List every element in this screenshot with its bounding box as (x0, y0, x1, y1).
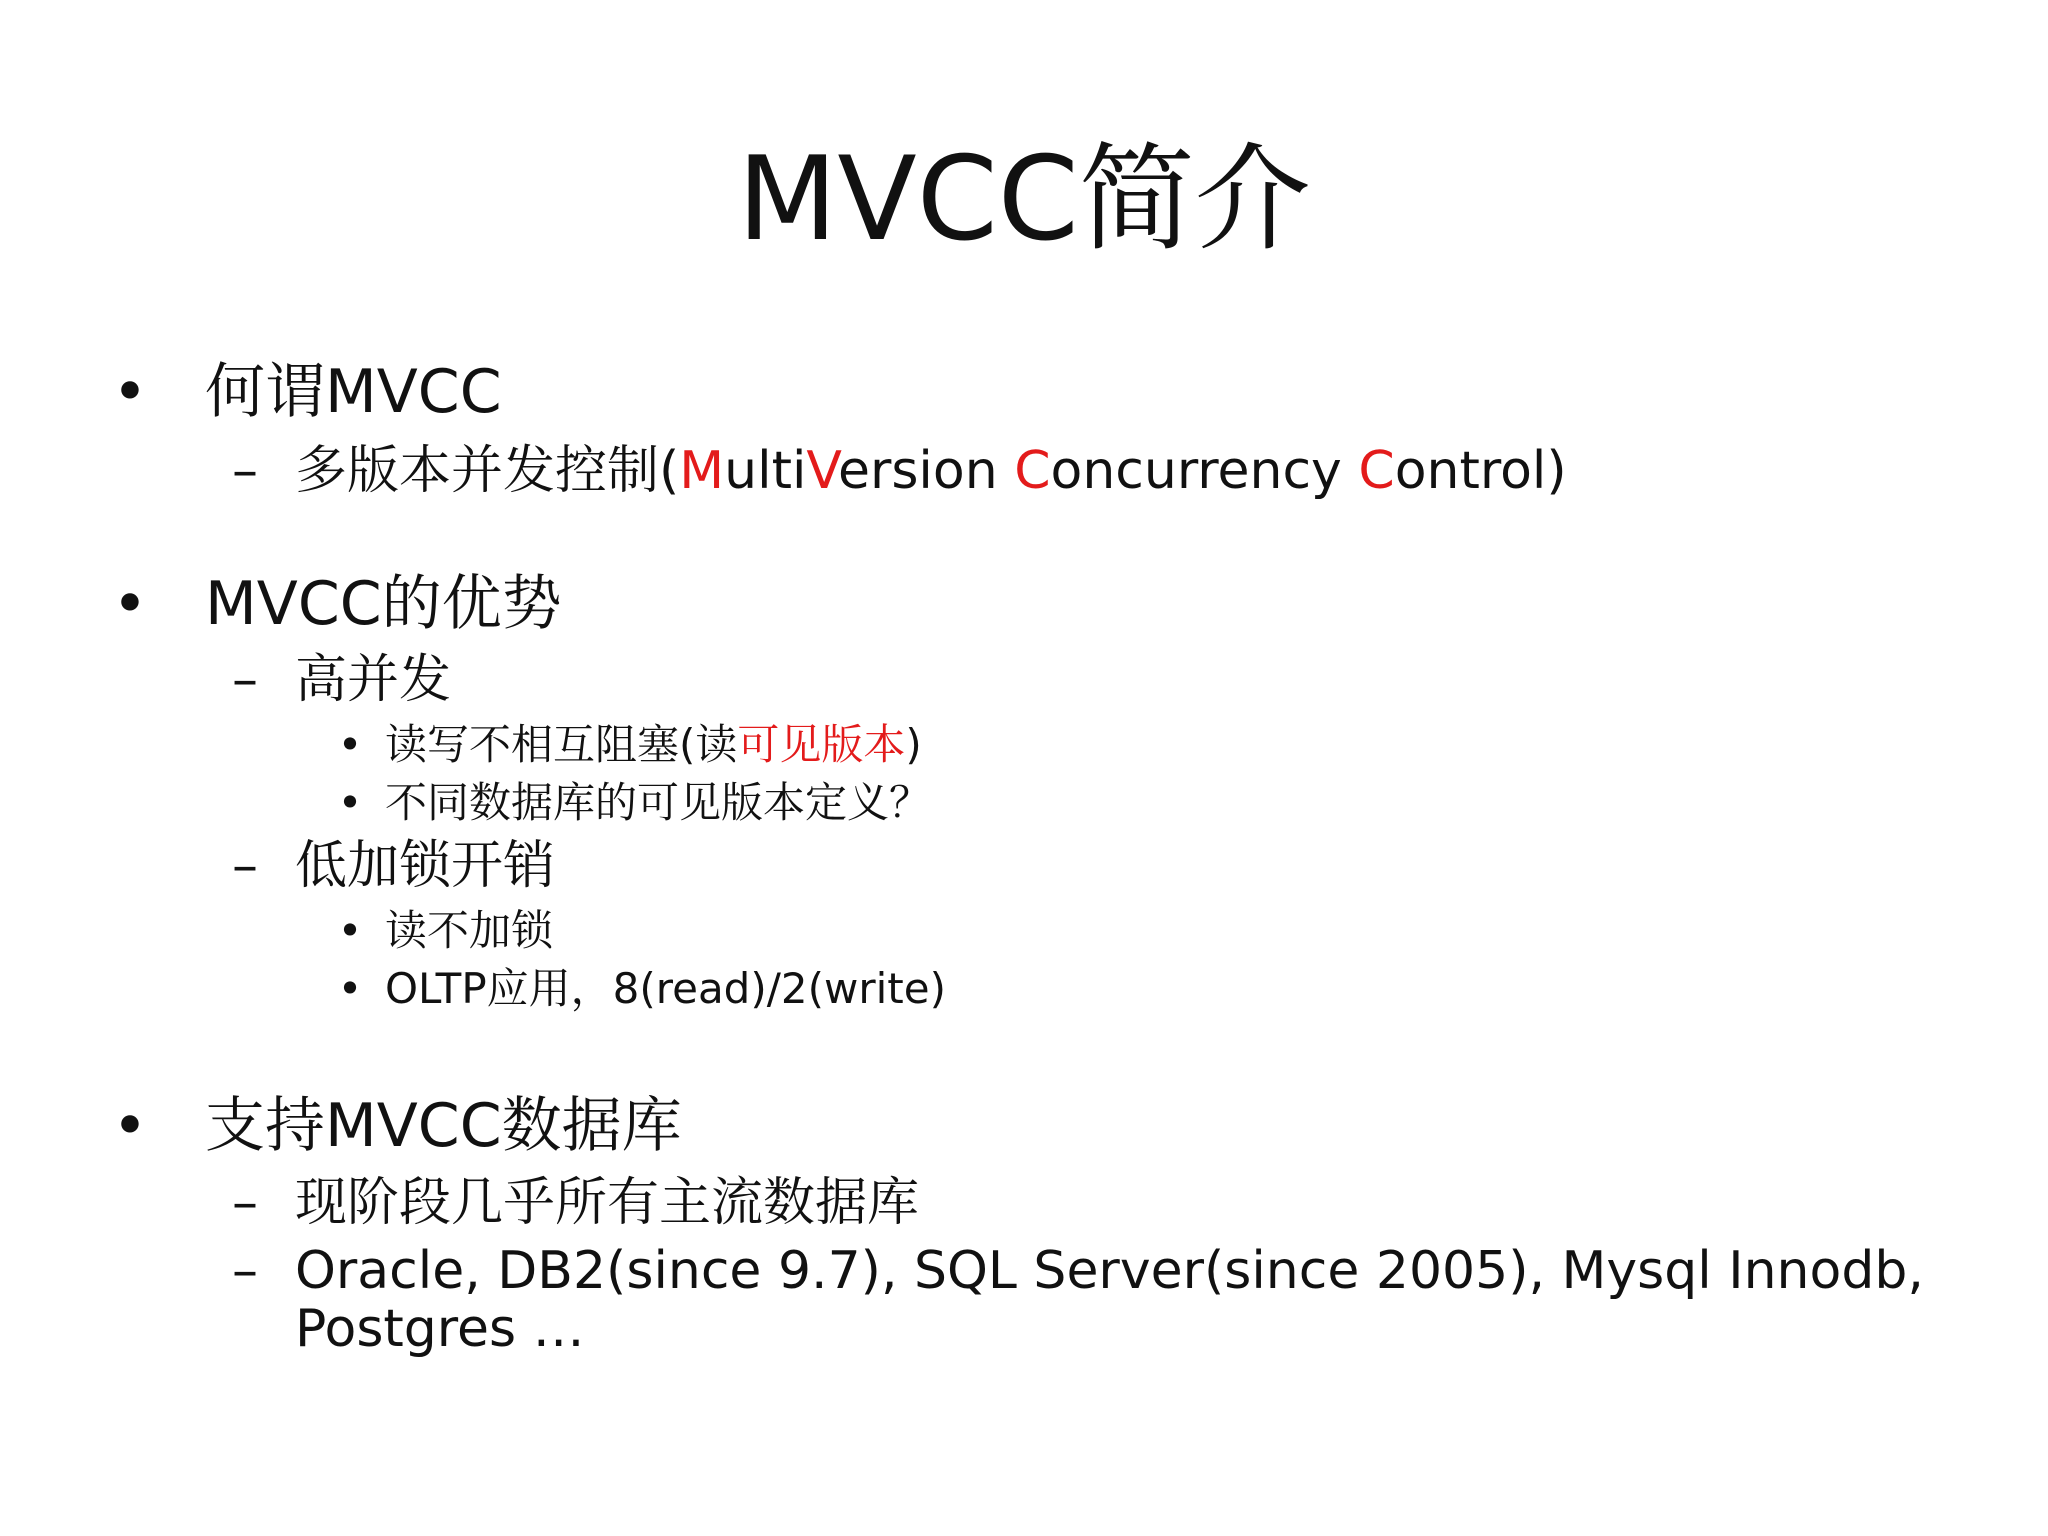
bullet-dot: • (337, 720, 363, 769)
definition-prefix: 多版本并发控制( (295, 441, 680, 501)
dash-marker: – (232, 1241, 258, 1301)
database-list-line1: Oracle, DB2(since 9.7), SQL Server(since 2005), Mysql Innodb, (295, 1241, 1924, 1301)
bullet-text: MVCC的优势 (205, 569, 562, 639)
title-latin: MVCC (737, 132, 1079, 267)
acronym-letter-c2: C (1358, 441, 1395, 501)
bullet-dot: • (112, 569, 148, 639)
dash-marker: – (232, 441, 258, 501)
sub-bullet-mainstream-databases (232, 1172, 920, 1234)
bullet-text: 何谓MVCC (205, 357, 502, 427)
definition-part: ulti (724, 441, 807, 501)
dash-marker: – (232, 836, 258, 896)
bullet-supported-databases (112, 1090, 682, 1162)
acronym-letter-v: V (806, 441, 838, 501)
item-suffix: ) (905, 720, 922, 769)
sub-bullet-text: 低加锁开销 (295, 836, 556, 896)
bullet-mvcc-advantages (112, 568, 562, 640)
item-read-write-non-blocking (337, 719, 922, 771)
database-list-continuation (295, 1298, 585, 1360)
item-read-no-lock (337, 905, 554, 957)
definition-part: oncurrency (1050, 441, 1359, 501)
item-highlight: 可见版本 (737, 720, 906, 769)
bullet-dot: • (112, 357, 148, 427)
bullet-dot: • (337, 964, 363, 1013)
item-text: 不同数据库的可见版本定义？ (385, 778, 932, 827)
sub-bullet-mvcc-definition (232, 440, 1567, 502)
acronym-letter-m: M (679, 441, 725, 501)
slide-title (0, 130, 2048, 270)
database-list-line2: Postgres … (295, 1299, 585, 1359)
sub-bullet-low-lock-overhead (232, 835, 556, 897)
item-prefix: 读写不相互阻塞(读 (385, 720, 738, 769)
item-text: 读不加锁 (385, 906, 554, 955)
title-cjk: 简介 (1078, 132, 1311, 267)
acronym-letter-c1: C (1014, 441, 1051, 501)
definition-part: ersion (837, 441, 1015, 501)
sub-bullet-text: 高并发 (295, 650, 452, 710)
bullet-dot: • (337, 778, 363, 827)
sub-bullet-high-concurrency (232, 649, 452, 711)
bullet-what-is-mvcc (112, 356, 502, 428)
item-oltp-ratio (337, 963, 946, 1015)
item-text: OLTP应用，8(read)/2(write) (385, 964, 946, 1013)
bullet-dot: • (337, 906, 363, 955)
dash-marker: – (232, 1173, 258, 1233)
dash-marker: – (232, 650, 258, 710)
item-visible-version-definition (337, 777, 932, 829)
definition-part: ontrol) (1394, 441, 1567, 501)
sub-bullet-database-list (232, 1240, 1924, 1302)
bullet-dot: • (112, 1091, 148, 1161)
sub-bullet-text: 现阶段几乎所有主流数据库 (295, 1173, 920, 1233)
bullet-text: 支持MVCC数据库 (205, 1091, 682, 1161)
